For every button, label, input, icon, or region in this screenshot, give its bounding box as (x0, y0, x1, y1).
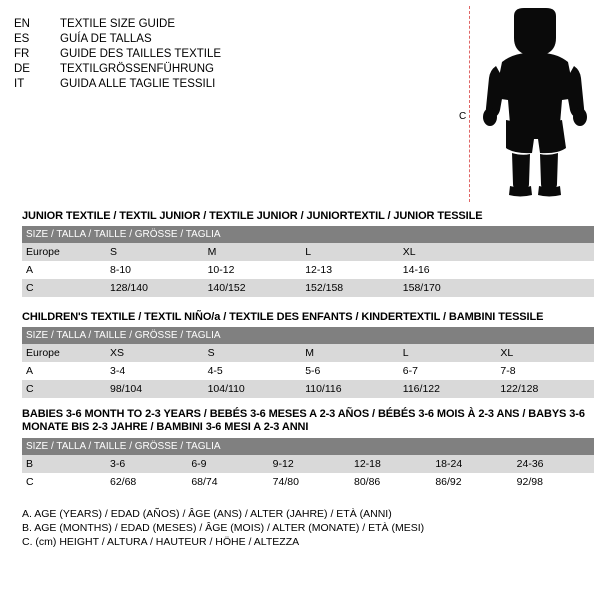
cell: 68/74 (187, 473, 268, 491)
cell: 62/68 (106, 473, 187, 491)
table-row (22, 261, 594, 279)
height-measure-line (469, 6, 470, 202)
language-code: FR (14, 47, 30, 60)
language-row (14, 76, 221, 91)
language-row (14, 61, 221, 76)
cell: 4-5 (204, 362, 302, 380)
section-title-children: CHILDREN'S TEXTILE / TEXTIL NIÑO/а / TEXTILE DES ENFANTS / KINDERTEXTIL / BAMBINI TESSILE (22, 311, 544, 323)
cell: 122/128 (496, 380, 594, 398)
cell: 6-7 (399, 362, 497, 380)
section-title-babies: BABIES 3-6 MONTH TO 2-3 YEARS / BEBÉS 3-6 MESES A 2-3 AÑOS / BÉBÉS 3-6 MOIS À 2-3 ANS / BABYS 3-6 MONATE BIS 2-3 JAHRE / BAMBINI 3-6 MESI A 2-3 ANNI (22, 408, 585, 433)
child-silhouette-icon (480, 8, 590, 200)
language-row (14, 16, 221, 31)
cell: XL (399, 243, 497, 261)
cell: 9-12 (269, 455, 350, 473)
cell: 140/152 (204, 279, 302, 297)
legend-item-b: B. AGE (MONTHS) / EDAD (MESES) / ÂGE (MOIS) / ALTER (MONATE) / ETÀ (MESI) (22, 522, 425, 534)
row-label: Europe (22, 344, 106, 362)
table-row (22, 473, 594, 491)
language-code: IT (14, 77, 25, 90)
language-row (14, 46, 221, 61)
cell: 6-9 (187, 455, 268, 473)
table-header-label: SIZE / TALLA / TAILLE / GRÖSSE / TAGLIA (22, 438, 594, 455)
cell: 98/104 (106, 380, 204, 398)
header-area (14, 14, 586, 210)
cell: 86/92 (431, 473, 512, 491)
legend (22, 507, 586, 549)
language-title: GUIDE DES TAILLES TEXTILE (60, 47, 222, 60)
cell: 74/80 (269, 473, 350, 491)
cell: M (301, 344, 399, 362)
cell: 152/158 (301, 279, 399, 297)
size-table-junior (22, 226, 594, 297)
table-row (22, 362, 594, 380)
row-label: A (22, 362, 106, 380)
size-table-children (22, 327, 594, 398)
cell: 8-10 (106, 261, 204, 279)
cell: XL (496, 344, 594, 362)
cell: L (399, 344, 497, 362)
language-title: GUIDA ALLE TAGLIE TESSILI (60, 77, 216, 90)
cell: XS (106, 344, 204, 362)
measurement-figure (430, 6, 590, 202)
size-table-babies (22, 438, 594, 491)
cell: 14-16 (399, 261, 497, 279)
section-title-junior: JUNIOR TEXTILE / TEXTIL JUNIOR / TEXTILE JUNIOR / JUNIORTEXTIL / JUNIOR TESSILE (22, 210, 483, 222)
table-header-label: SIZE / TALLA / TAILLE / GRÖSSE / TAGLIA (22, 327, 594, 344)
cell: 128/140 (106, 279, 204, 297)
language-code: ES (14, 32, 30, 45)
cell: S (106, 243, 204, 261)
language-code: DE (14, 62, 30, 75)
cell: 3-4 (106, 362, 204, 380)
legend-item-a: A. AGE (YEARS) / EDAD (AÑOS) / ÂGE (ANS) / ALTER (JAHRE) / ETÀ (ANNI) (22, 508, 392, 520)
language-row (14, 31, 221, 46)
row-label: B (22, 455, 106, 473)
cell: L (301, 243, 399, 261)
table-header-row (22, 438, 594, 455)
cell-empty (496, 261, 594, 279)
cell: 12-13 (301, 261, 399, 279)
language-title-list (14, 16, 221, 91)
table-row (22, 455, 594, 473)
cell: 24-36 (513, 455, 594, 473)
cell: 92/98 (513, 473, 594, 491)
table-row (22, 380, 594, 398)
language-title: TEXTILGRÖSSENFÜHRUNG (60, 62, 214, 75)
table-row (22, 344, 594, 362)
language-title: GUÍA DE TALLAS (60, 32, 152, 45)
language-title: TEXTILE SIZE GUIDE (60, 17, 176, 30)
cell: 104/110 (204, 380, 302, 398)
cell: 80/86 (350, 473, 431, 491)
cell: M (204, 243, 302, 261)
cell: 18-24 (431, 455, 512, 473)
table-header-row (22, 327, 594, 344)
measure-label-c: C (459, 111, 467, 122)
legend-item-c: C. (cm) HEIGHT / ALTURA / HAUTEUR / HÖHE / ALTEZZA (22, 536, 300, 548)
row-label: C (22, 473, 106, 491)
cell-empty (496, 279, 594, 297)
row-label: C (22, 380, 106, 398)
cell: 10-12 (204, 261, 302, 279)
table-header-row (22, 226, 594, 243)
cell: S (204, 344, 302, 362)
cell: 3-6 (106, 455, 187, 473)
table-row (22, 279, 594, 297)
row-label: C (22, 279, 106, 297)
cell: 110/116 (301, 380, 399, 398)
cell: 5-6 (301, 362, 399, 380)
cell-empty (496, 243, 594, 261)
row-label: A (22, 261, 106, 279)
cell: 158/170 (399, 279, 497, 297)
table-header-label: SIZE / TALLA / TAILLE / GRÖSSE / TAGLIA (22, 226, 594, 243)
row-label: Europe (22, 243, 106, 261)
cell: 7-8 (496, 362, 594, 380)
cell: 12-18 (350, 455, 431, 473)
cell: 116/122 (399, 380, 497, 398)
language-code: EN (14, 17, 30, 30)
table-row (22, 243, 594, 261)
